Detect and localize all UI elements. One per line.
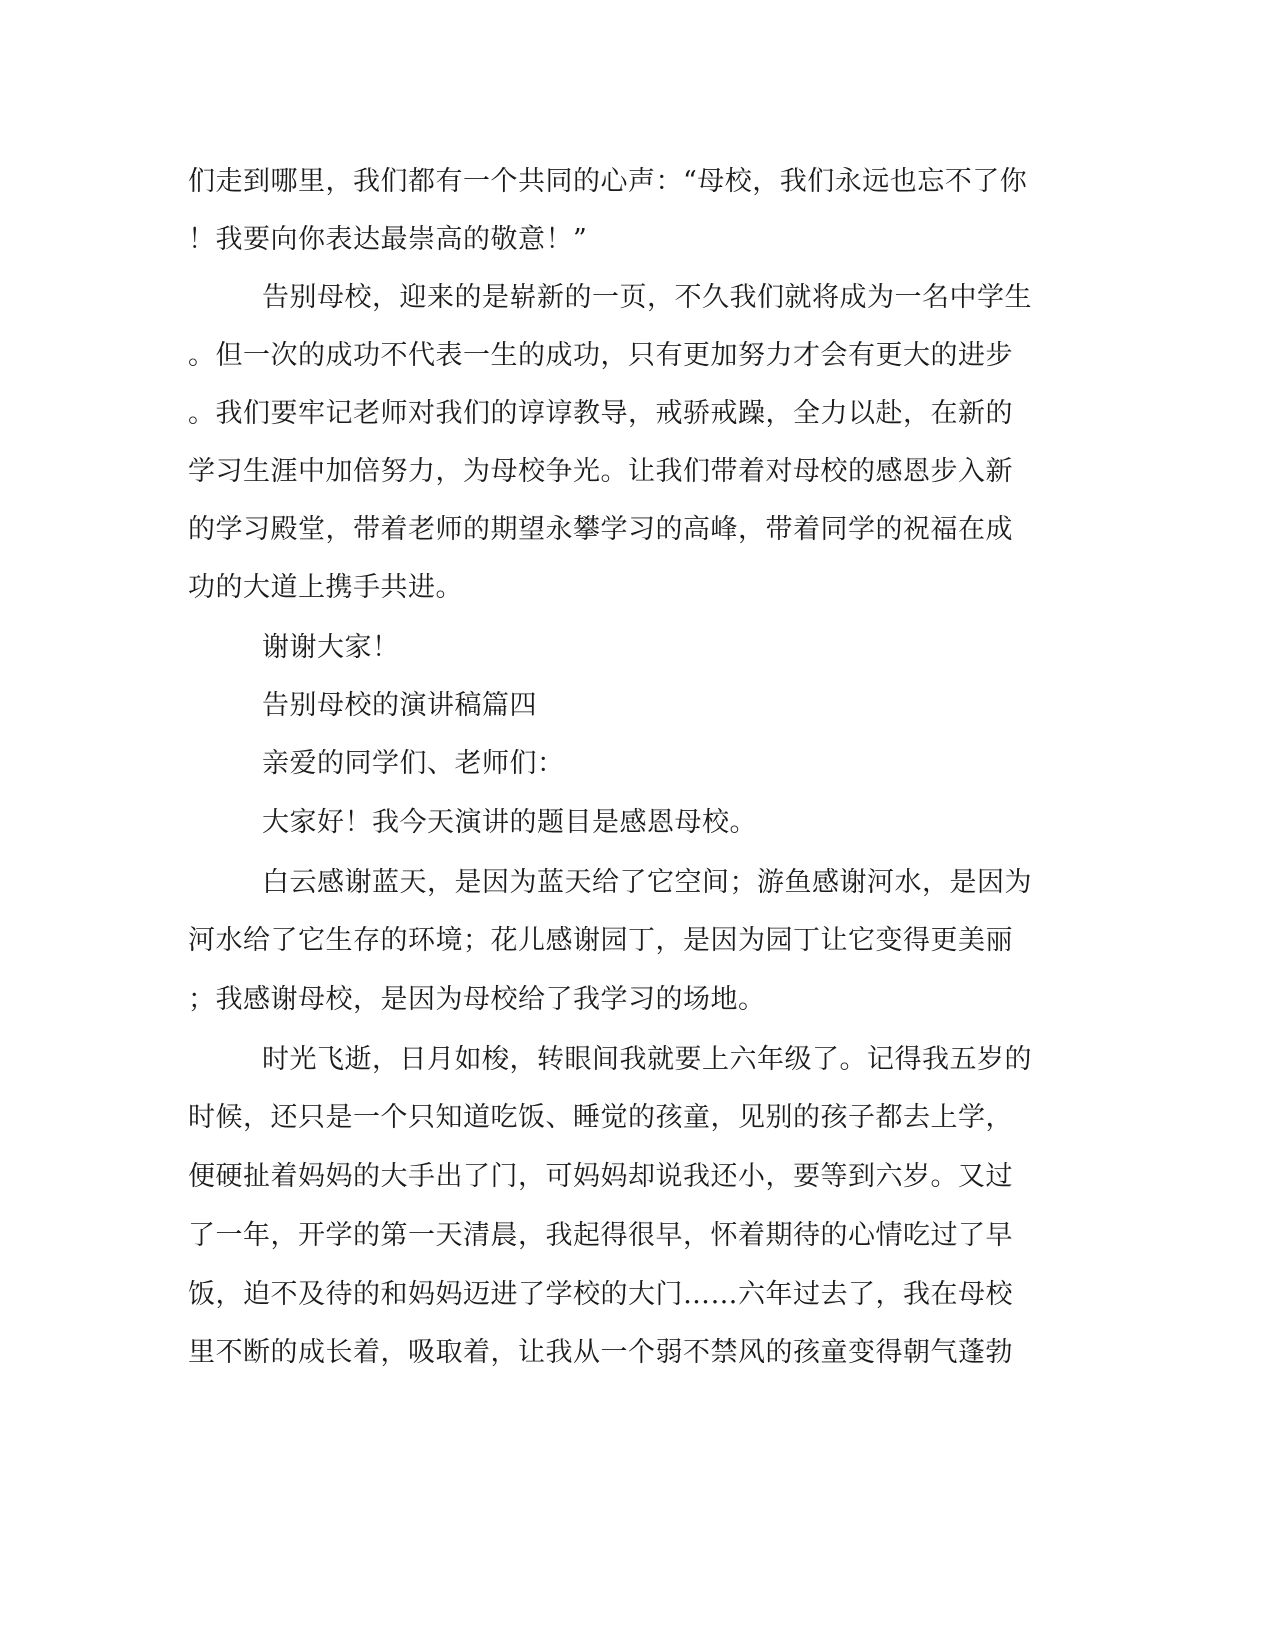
paragraph-start: 告别母校，迎来的是崭新的一页，不久我们就将成为一名中学生 [262,282,1032,313]
text-line: 时候，还只是一个只知道吃饭、睡觉的孩童，见别的孩子都去上学， [188,1102,1013,1133]
text-line: ！我要向你表达最崇高的敬意！” [188,224,588,255]
salutation: 亲爱的同学们、老师们： [262,748,565,779]
text-line: 饭，迫不及待的和妈妈迈进了学校的大门……六年过去了，我在母校 [188,1279,1013,1310]
text-line: 。但一次的成功不代表一生的成功，只有更加努力才会有更大的进步 [188,340,1013,371]
text-line: ；我感谢母校，是因为母校给了我学习的场地。 [188,984,766,1015]
text-line: 的学习殿堂，带着老师的期望永攀学习的高峰，带着同学的祝福在成 [188,514,1013,545]
text-line: 。我们要牢记老师对我们的谆谆教导，戒骄戒躁，全力以赴，在新的 [188,398,1013,429]
text-line: 了一年，开学的第一天清晨，我起得很早，怀着期待的心情吃过了早 [188,1220,1013,1251]
paragraph-start: 白云感谢蓝天，是因为蓝天给了它空间；游鱼感谢河水，是因为 [262,867,1032,898]
greeting: 大家好！我今天演讲的题目是感恩母校。 [262,807,757,838]
text-line: 功的大道上携手共进。 [188,572,463,603]
closing-thanks: 谢谢大家！ [262,632,400,663]
text-line: 河水给了它生存的环境；花儿感谢园丁，是因为园丁让它变得更美丽 [188,925,1013,956]
section-heading: 告别母校的演讲稿篇四 [262,690,537,721]
text-line: 便硬扯着妈妈的大手出了门，可妈妈却说我还小，要等到六岁。又过 [188,1161,1013,1192]
text-line: 学习生涯中加倍努力，为母校争光。让我们带着对母校的感恩步入新 [188,456,1013,487]
paragraph-start: 时光飞逝，日月如梭，转眼间我就要上六年级了。记得我五岁的 [262,1044,1032,1075]
text-line: 里不断的成长着，吸取着，让我从一个弱不禁风的孩童变得朝气蓬勃 [188,1337,1013,1368]
text-line: 们走到哪里，我们都有一个共同的心声：“母校，我们永远也忘不了你 [188,166,1028,197]
